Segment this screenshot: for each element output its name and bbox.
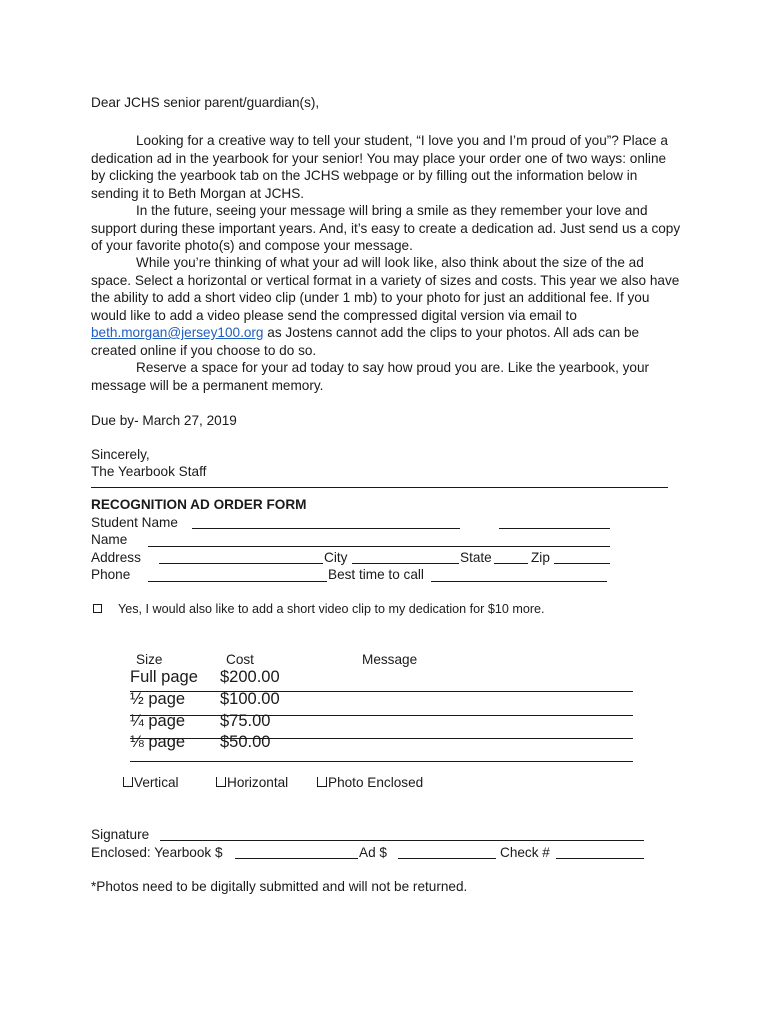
signature-label: Signature: [91, 827, 150, 842]
size-option: Full page: [130, 668, 198, 686]
signoff: The Yearbook Staff: [91, 464, 207, 479]
enclosed-yearbook-label: Enclosed: Yearbook $: [91, 845, 223, 860]
size-option: ⅛ page: [130, 733, 186, 751]
student-name-field[interactable]: [192, 528, 460, 529]
salutation: Dear JCHS senior parent/guardian(s),: [91, 95, 320, 110]
cost-option: $75.00: [220, 712, 271, 730]
best-time-field[interactable]: [431, 581, 607, 582]
section-divider: [91, 487, 668, 488]
vertical-checkbox[interactable]: [123, 777, 133, 787]
check-number-field[interactable]: [556, 858, 644, 859]
check-label: Check #: [500, 845, 550, 860]
cost-option: $200.00: [220, 668, 280, 686]
state-field[interactable]: [494, 563, 528, 564]
message-line[interactable]: [130, 691, 633, 692]
signature-field[interactable]: [160, 840, 644, 841]
footnote: *Photos need to be digitally submitted and will not be returned.: [91, 879, 468, 894]
cost-option: $100.00: [220, 690, 280, 708]
size-header: Size: [136, 652, 163, 667]
horizontal-checkbox[interactable]: [216, 777, 226, 787]
paragraph-3: While you’re thinking of what your ad will look like, also think about the size of the ad space. Select a horizontal or vertical format in a variety of sizes and costs. This year we also have the ability to add a short video clip (under 1 mb) to your photo for just an additional fee. If you would like to add a video please send the compressed digital version via email to beth.morgan@jersey100.org as Jostens cannot add the clips to your photos. All ads can be created online if you choose to do so.: [91, 255, 680, 358]
city-field[interactable]: [352, 563, 459, 564]
form-title: RECOGNITION AD ORDER FORM: [91, 497, 307, 512]
name-field[interactable]: [148, 546, 610, 547]
video-option-checkbox[interactable]: [93, 604, 102, 613]
paragraph-1: Looking for a creative way to tell your student, “I love you and I’m proud of you”? Place a dedication ad in the yearbook for your senior! You may place your order one of two ways: online by clicking the yearbook tab on the JCHS webpage or by filling out the information below in sending it to Beth Morgan at JCHS.: [91, 133, 668, 201]
message-header: Message: [362, 652, 418, 667]
size-option: ¼ page: [130, 712, 186, 730]
zip-field[interactable]: [554, 563, 610, 564]
photo-enclosed-checkbox[interactable]: [317, 777, 327, 787]
cost-option: $50.00: [220, 733, 271, 751]
name-label: Name: [91, 532, 128, 547]
email-link[interactable]: beth.morgan@jersey100.org: [91, 325, 264, 340]
ad-amount-field[interactable]: [398, 858, 496, 859]
video-option-label: Yes, I would also like to add a short video clip to my dedication for $10 more.: [118, 602, 545, 616]
phone-label: Phone: [91, 567, 131, 582]
best-time-label: Best time to call: [328, 567, 424, 582]
address-field[interactable]: [159, 563, 323, 564]
state-label: State: [460, 550, 492, 565]
closing: Sincerely,: [91, 447, 150, 462]
address-label: Address: [91, 550, 141, 565]
size-option: ½ page: [130, 690, 186, 708]
message-line[interactable]: [130, 715, 633, 716]
photo-enclosed-label: Photo Enclosed: [328, 775, 424, 790]
student-name-extra-field[interactable]: [499, 528, 610, 529]
message-line[interactable]: [130, 738, 633, 739]
city-label: City: [324, 550, 348, 565]
zip-label: Zip: [531, 550, 550, 565]
message-line[interactable]: [130, 761, 633, 762]
ad-label: Ad $: [359, 845, 387, 860]
vertical-label: Vertical: [134, 775, 179, 790]
cost-header: Cost: [226, 652, 254, 667]
phone-field[interactable]: [148, 581, 327, 582]
yearbook-amount-field[interactable]: [235, 858, 358, 859]
student-name-label: Student Name: [91, 515, 178, 530]
horizontal-label: Horizontal: [227, 775, 289, 790]
due-date: Due by- March 27, 2019: [91, 413, 237, 428]
paragraph-2: In the future, seeing your message will bring a smile as they remember your love and support during these important years. And, it’s easy to create a dedication ad. Just send us a copy of your favorite photo(s) and compose your message.: [91, 203, 681, 253]
paragraph-4: Reserve a space for your ad today to say how proud you are. Like the yearbook, your message will be a permanent memory.: [91, 360, 650, 393]
